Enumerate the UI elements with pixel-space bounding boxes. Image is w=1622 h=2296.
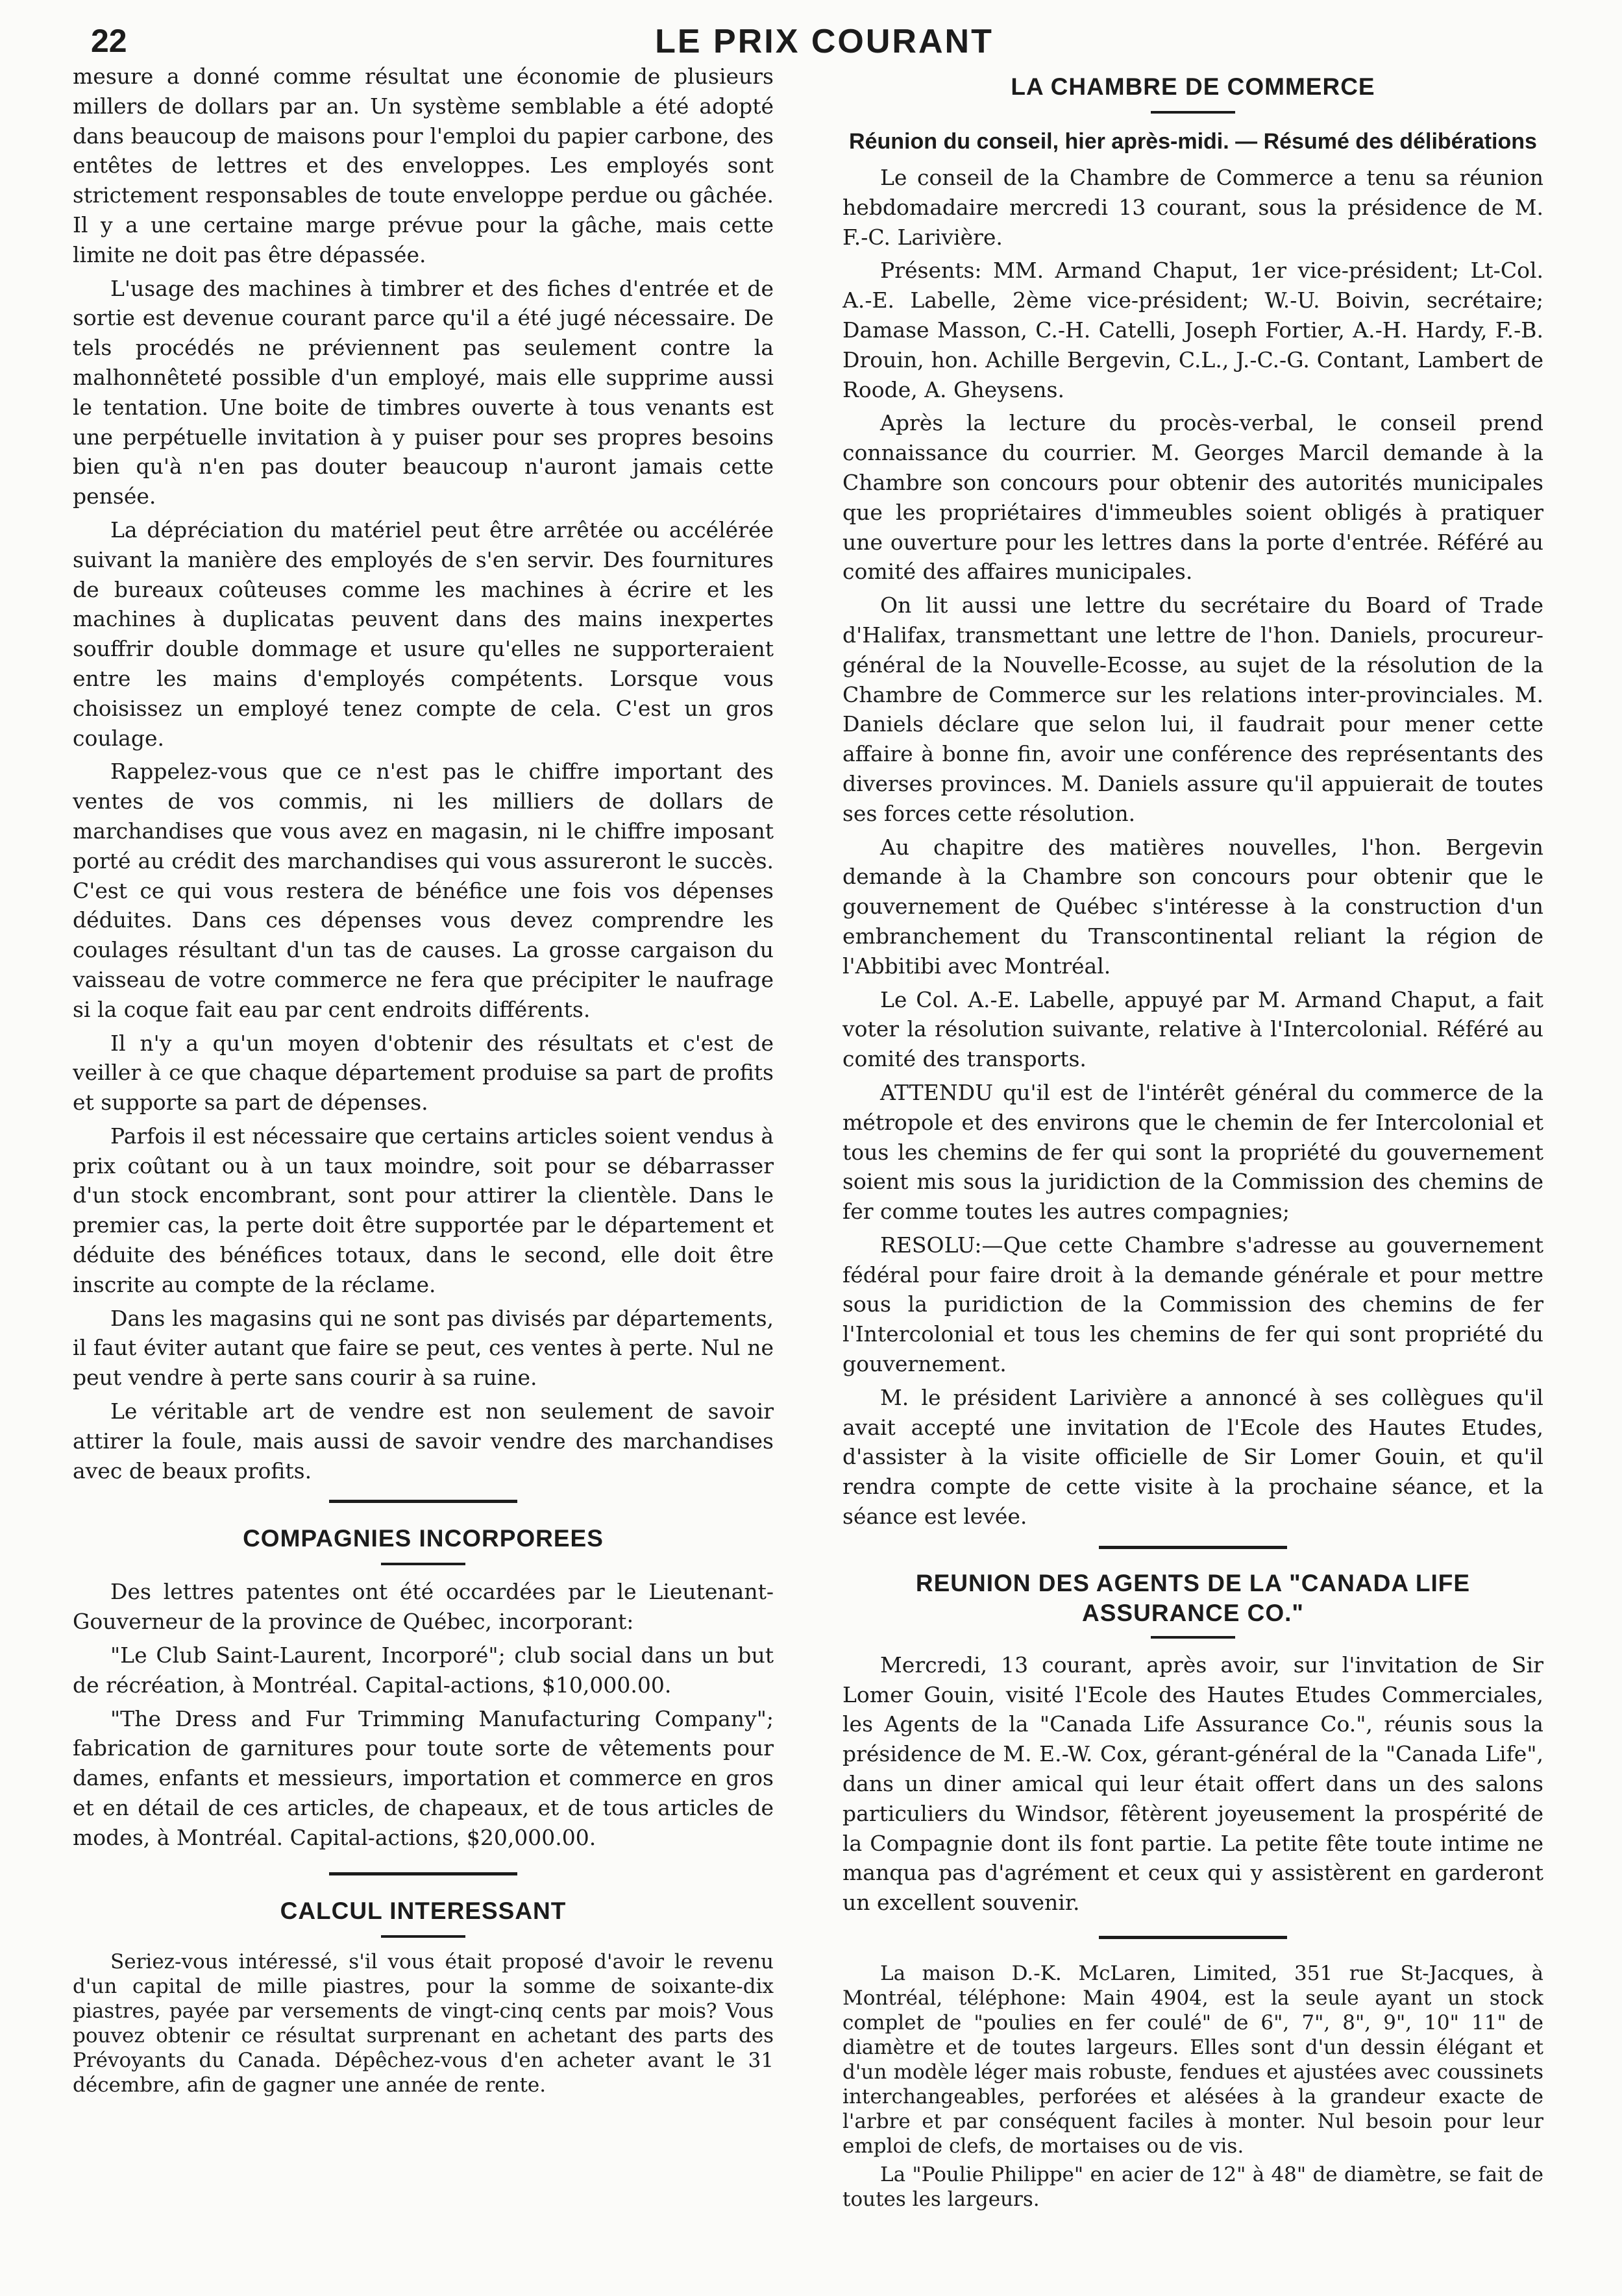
paragraph: Le conseil de la Chambre de Commerce a tenu sa réunion hebdomadaire mercredi 13 courant, sous la présidence de M. F.-C. Larivière. [842,165,1543,250]
paragraph: Le Col. A.-E. Labelle, appuyé par M. Armand Chaput, a fait voter la résolution suivante, relative à l'Intercolonial. Référé au comité des transports. [842,986,1543,1072]
journal-title: LE PRIX COURANT [655,23,994,60]
article-continuation [73,62,774,1485]
paragraph: Mercredi, 13 courant, après avoir, sur l'invitation de Sir Lomer Gouin, visité l'Ecole des Hautes Etudes Commerciales, les Agents de la "Canada Life Assurance Co.", réunis sous la présidence de M. E.-W. Cox, gérant-général de la "Canada Life", dans un diner amical qui leur était offert dans un des salons particuliers du Windsor, fêtèrent joyeusement la prospérité de la Compagnie dont ils font partie. La petite fête toute intime ne manqua pas d'agrément et ceux qui y assistèrent en garderont un excellent souvenir. [842,1652,1543,1916]
right-column [842,62,1543,2275]
paragraph: Parfois il est nécessaire que certains articles soient vendus à prix coûtant ou à un taux moindre, soit pour se débarrasser d'un stock encombrant, sont pour attirer la clientèle. Dans le premier cas, la perte doit être supportée par le département et déduite des bénéfices totaux, dans le second, elle doit être inscrite au compte de la réclame. [73,1123,774,1297]
paragraph: "Le Club Saint-Laurent, Incorporé"; club social dans un but de récréation, à Montréal. Capital-actions, $10,000.00. [73,1643,774,1698]
heading-rule [1151,1636,1235,1639]
section-mclaren-advertisement [842,1961,1543,2212]
heading-rule [381,1935,465,1938]
paragraph: Présents: MM. Armand Chaput, 1er vice-président; Lt-Col. A.-E. Labelle, 2ème vice-président; W.-U. Boivin, secrétaire; Damase Masson, C.-H. Catelli, Joseph Fortier, A.-H. Hardy, F.-B. Drouin, hon. Achille Bergevin, C.L., J.-C.-G. Contant, Lambert de Roode, A. Gheysens. [842,258,1543,402]
paragraph: La "Poulie Philippe" en acier de 12" à 48" de diamètre, se fait de toutes les largeurs. [842,2163,1543,2212]
section-calcul-interessant [73,1898,774,2097]
section-divider [329,1500,517,1503]
left-column [73,62,774,2275]
paragraph: mesure a donné comme résultat une économie de plusieurs millers de dollars par an. Un système semblable a été adopté dans beaucoup de maisons pour l'emploi du papier carbone, des entêtes de lettres et des enveloppes. Les employés sont strictement responsables de toute enveloppe perdue ou gâchée. Il y a une certaine marge prévue pour la gâche, mais cette limite ne doit pas être dépassée. [73,64,774,267]
section-heading: REUNION DES AGENTS DE LA "CANADA LIFE ASSURANCE CO." [915,1569,1471,1626]
paragraph: Le véritable art de vendre est non seulement de savoir attirer la foule, mais aussi de savoir vendre des marchandises avec de beaux profits. [73,1398,774,1484]
section-divider [1099,1936,1287,1939]
paragraph: Dans les magasins qui ne sont pas divisés par départements, il faut éviter autant que faire se peut, ces ventes à perte. Nul ne peut vendre à perte sans courir à sa ruine. [73,1305,774,1391]
heading-rule [381,1563,465,1565]
paragraph: On lit aussi une lettre du secrétaire du Board of Trade d'Halifax, transmettant une lettre de l'hon. Daniels, procureur-général de la Nouvelle-Ecosse, au sujet de la résolution de la Chambre de Commerce sur les relations inter-provinciales. M. Daniels déclare que selon lui, il faudrait pour mener cette affaire à bonne fin, avoir une conférence des représentants des diverses provinces. M. Daniels assure qu'il appuierait de toutes ses forces cette résolution. [842,592,1543,826]
paragraph: Après la lecture du procès-verbal, le conseil prend connaissance du courrier. M. Georges Marcil demande à la Chambre son concours pour obtenir des autorités municipales que les propriétaires d'immeubles soient obligés à pratiquer une ouverture pour les lettres dans la porte d'entrée. Référé au comité des affaires municipales. [842,410,1543,585]
section-heading: CALCUL INTERESSANT [280,1897,567,1924]
paragraph: RESOLU:—Que cette Chambre s'adresse au gouvernement fédéral pour faire droit à la demande générale et pour mettre sous la puridiction de la Commission des chemins de fer l'Intercolonial et tous les chemins de fer qui sont propriété du gouvernement. [842,1232,1543,1377]
section-heading: COMPAGNIES INCORPOREES [243,1525,604,1552]
paragraph: La dépréciation du matériel peut être arrêtée ou accélérée suivant la manière des employés de s'en servir. Des fournitures de bureaux coûteuses comme les machines à écrire et les machines à duplicatas peuvent dans des mains inexpertes souffrir double dommage et usure qu'elles ne supporteraient entre les mains d'employés compétents. Lorsque vous choisissez un employé tenez compte de cela. C'est un gros coulage. [73,517,774,751]
paragraph: ATTENDU qu'il est de l'intérêt général du commerce de la métropole et des environs que le chemin de fer Intercolonial et tous les chemins de fer qui sont la propriété du gouvernement soient mis sous la juridiction de la Commission des chemins de fer comme toutes les autres compagnies; [842,1079,1543,1225]
paragraph: Rappelez-vous que ce n'est pas le chiffre important des ventes de vos commis, ni les milliers de dollars de marchandises que vous avez en magasin, ni le chiffre imposant porté au crédit des marchandises qui vous assureront le succès. C'est ce qui vous restera de bénéfice une fois vos dépenses déduites. Dans ces dépenses vous devez comprendre les coulages résultant d'un tas de causes. La grosse cargaison du vaisseau de votre commerce ne fera que précipiter le naufrage si la coque fait eau par cent endroits différents. [73,759,774,1022]
paragraph: "The Dress and Fur Trimming Manufacturing Company"; fabrication de garnitures pour toute sorte de vêtements pour dames, enfants et messieurs, importation et commerce en gros et en détail de ces articles, de chapeaux, et de tous articles de modes, à Montréal. Capital-actions, $20,000.00. [73,1705,774,1850]
section-chambre-de-commerce [842,73,1543,1532]
paragraph: M. le président Larivière a annoncé à ses collègues qu'il avait accepté une invitation de l'Ecole des Hautes Etudes, d'assister à la visite officielle de Sir Lomer Gouin, et qu'il rendra compte de cette visite à la prochaine séance, et la séance est levée. [842,1384,1543,1530]
section-divider [329,1872,517,1875]
heading-rule [1151,111,1235,114]
small-print-block [73,1949,774,2097]
section-subheading: Réunion du conseil, hier après-midi. — Résumé des délibérations [849,129,1537,154]
section-heading: LA CHAMBRE DE COMMERCE [1011,73,1375,100]
paragraph: Au chapitre des matières nouvelles, l'hon. Bergevin demande à la Chambre son concours pour obtenir que le gouvernement de Québec s'intéresse à la construction d'un embranchement du Transcontinental reliant la région de l'Abbitibi avec Montréal. [842,834,1543,979]
paragraph: Des lettres patentes ont été occardées par le Lieutenant-Gouverneur de la province de Québec, incorporant: [73,1579,774,1635]
paragraph: Seriez-vous intéressé, s'il vous était proposé d'avoir le revenu d'un capital de mille piastres, pour la somme de soixante-dix piastres, payée par versements de vingt-cinq cents par mois? Vous pouvez obtenir ce résultat surprenant en achetant des parts des Prévoyants du Canada. Dépêchez-vous d'en acheter avant le 31 décembre, afin de gagner une année de rente. [73,1949,774,2097]
section-compagnies-incorporees [73,1525,774,1852]
section-canada-life [842,1569,1543,1918]
section-divider [1099,1546,1287,1549]
paragraph: L'usage des machines à timbrer et des fiches d'entrée et de sortie est devenue courant parce qu'il a été jugé nécessaire. De tels procédés ne préviennent pas seulement contre la malhonnêteté possible d'un employé, mais elle supprime aussi le tentation. Une boite de timbres ouverte à tous venants est une perpétuelle invitation à y puiser pour ses propres besoins bien qu'à n'en pas douter beaucoup n'auront jamais cette pensée. [73,275,774,509]
page-header [71,19,1577,65]
paragraph: Il n'y a qu'un moyen d'obtenir des résultats et c'est de veiller à ce que chaque département produise sa part de profits et supporte sa part de dépenses. [73,1030,774,1116]
paragraph: La maison D.-K. McLaren, Limited, 351 rue St-Jacques, à Montréal, téléphone: Main 4904, est la seule ayant un stock complet de "poulies en fer coulé" de 6", 7", 8", 9", 10" 11" de diamètre et de toutes largeurs. Elles sont d'un dessin élégant et d'un modèle léger mais robuste, fendues et ajustées avec coussinets interchangeables, perforées et alésées à la grandeur exacte de l'arbre et par conséquent faciles à monter. Nul besoin pour leur emploi de clefs, de mortaises ou de vis. [842,1962,1543,2158]
page-number: 22 [91,23,127,59]
